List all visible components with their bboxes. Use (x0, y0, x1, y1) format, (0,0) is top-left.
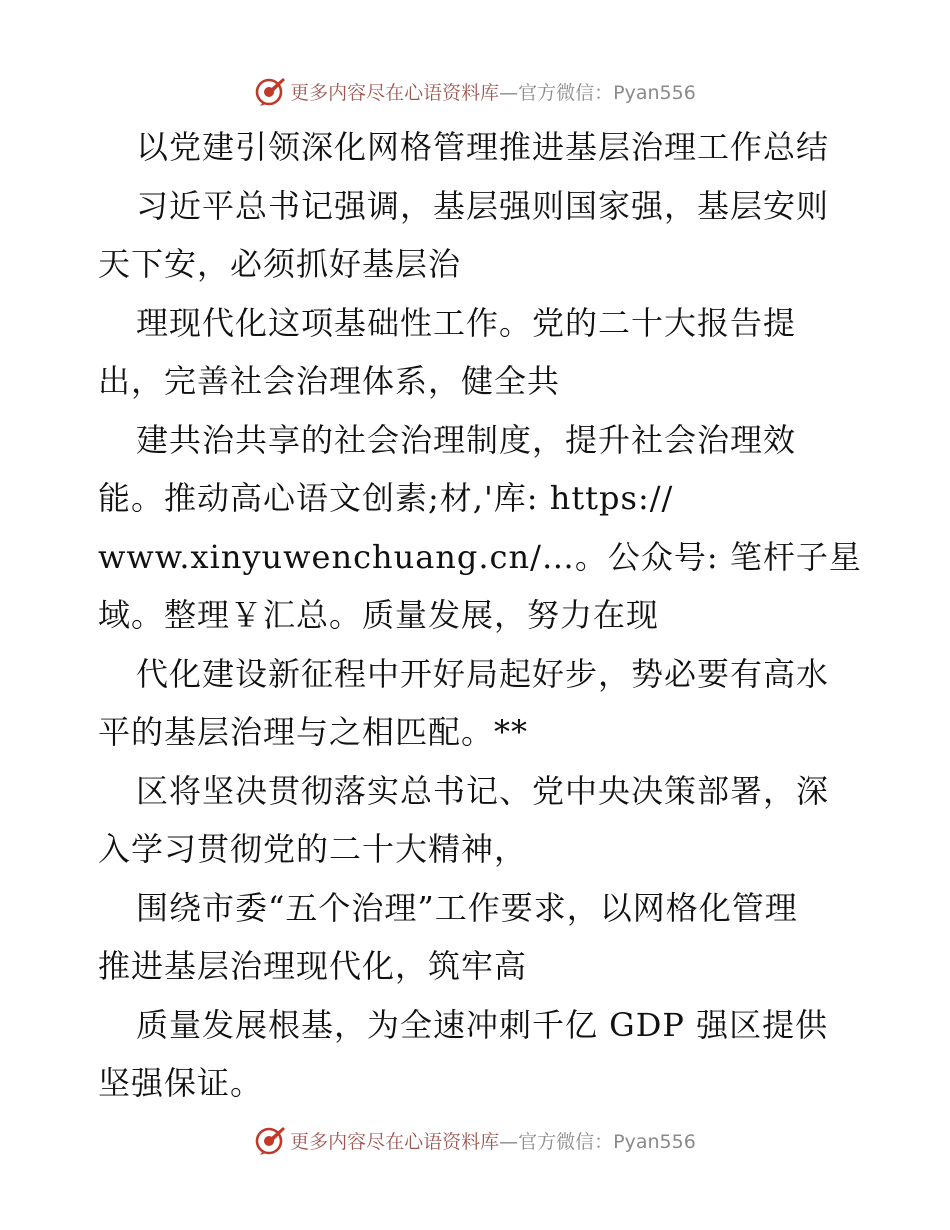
header-banner-text: 更多内容尽在心语资料库—官方微信：Pyan556 (290, 81, 696, 104)
text-line: 围绕市委“五个治理”工作要求，以网格化管理 (136, 888, 798, 927)
document-body (98, 118, 862, 1113)
logo-icon (254, 1124, 286, 1156)
text-line: 质量发展根基，为全速冲刺千亿 GDP 强区提供 (136, 1005, 829, 1044)
footer-banner-text: 更多内容尽在心语资料库—官方微信：Pyan556 (290, 1130, 696, 1153)
text-line: 推进基层治理现代化，筑牢高 (98, 947, 528, 985)
text-line: www.xinyuwenchuang.cn/…。公众号: 笔杆子星 (98, 537, 862, 576)
text-line: 区将坚决贯彻落实总书记、党中央决策部署，深 (136, 771, 830, 810)
text-line: 入学习贯彻党的二十大精神， (98, 830, 528, 868)
header-banner (0, 71, 950, 111)
text-line: 坚强保证。 (98, 1064, 264, 1102)
text-line: 出，完善社会治理体系，健全共 (98, 362, 561, 400)
text-line: 习近平总书记强调，基层强则国家强，基层安则 (136, 186, 830, 225)
text-line: 代化建设新征程中开好局起好步，势必要有高水 (136, 654, 830, 693)
logo-icon (254, 75, 286, 107)
text-line: 平的基层治理与之相匹配。** (98, 713, 529, 751)
text-line: 建共治共享的社会治理制度，提升社会治理效 (136, 420, 797, 459)
text-line: 域。整理￥汇总。质量发展，努力在现 (98, 596, 660, 634)
text-line: 天下安，必须抓好基层治 (98, 245, 462, 283)
text-line: 理现代化这项基础性工作。党的二十大报告提 (136, 303, 797, 342)
text-line: 能。推动高心语文创素;材,'库: https:// (98, 479, 674, 517)
document-title: 以党建引领深化网格管理推进基层治理工作总结 (136, 128, 830, 166)
footer-banner (0, 1120, 950, 1160)
